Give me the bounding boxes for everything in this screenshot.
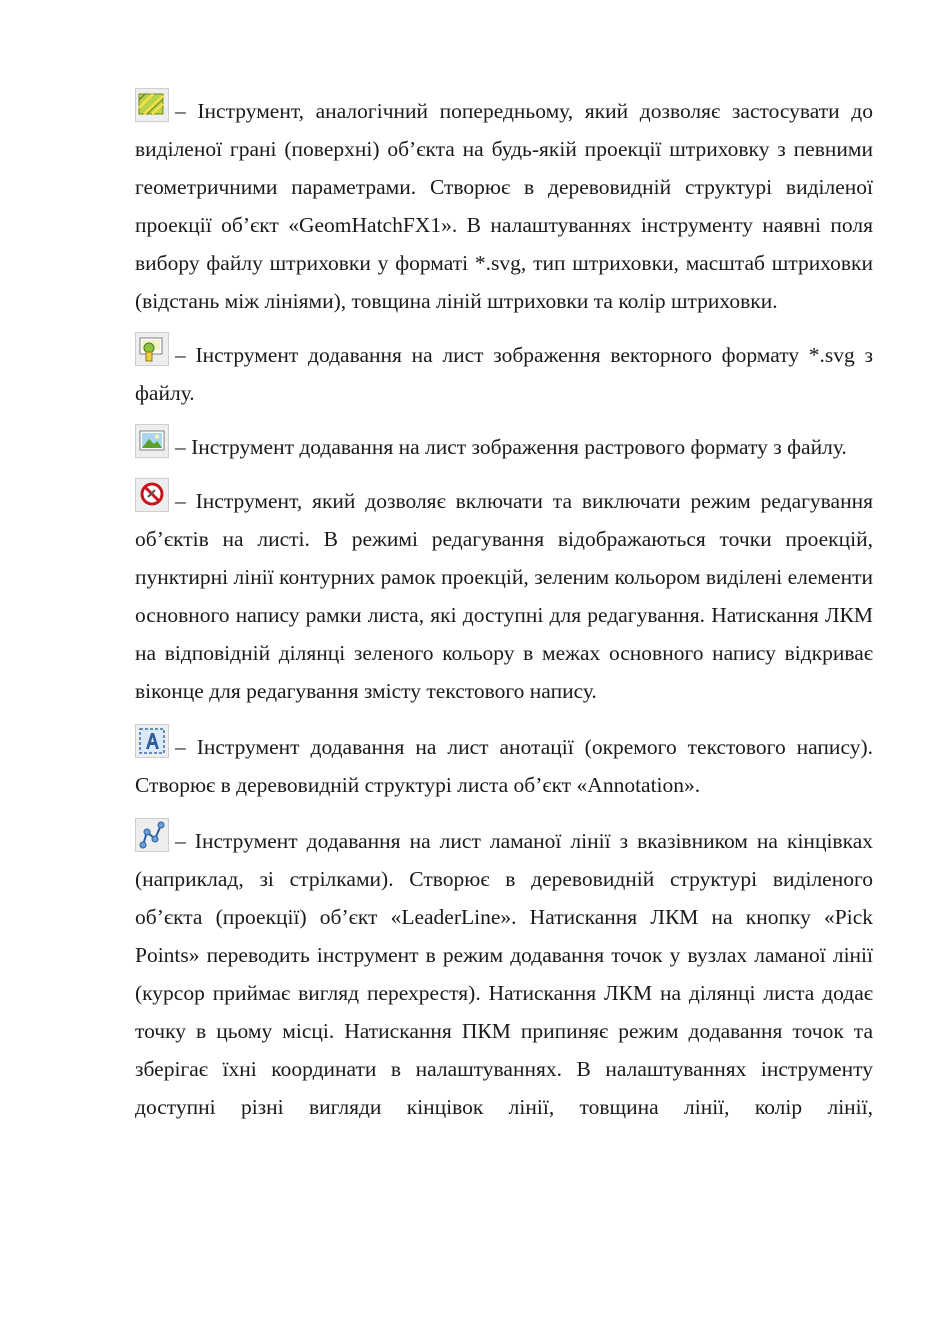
paragraph-leader-line [135,818,873,1126]
document-page [135,88,873,1126]
paragraph-text: – Інструмент додавання на лист зображення растрового формату з файлу. [175,435,847,459]
paragraph-geom-hatch [135,88,873,320]
leader-line-icon [135,818,169,852]
paragraph-insert-svg [135,332,873,412]
paragraph-annotation [135,724,873,804]
paragraph-insert-bitmap [135,424,873,466]
insert-bitmap-image-icon [135,424,169,458]
paragraph-text: – Інструмент, аналогічний попередньому, який дозволяє застосувати до виділеної грані (поверхні) об’єкта на будь-якій проекції штриховку з певними геометричними параметрами. Створює в деревовидній структурі виділеної проекції об’єкт «GeomHatchFX1». В налаштуваннях інструменту наявні поля вибору файлу штриховки у форматі *.svg, тип штриховки, масштаб штриховки (відстань між лініями), товщина ліній штриховки та колір штриховки. [135,99,873,313]
paragraph-text: – Інструмент додавання на лист ламаної лінії з вказівником на кінцівках (наприклад, зі стрілками). Створює в деревовидній структурі виділеного об’єкта (проекції) об’єкт «LeaderLine». Натискання ЛКМ на кнопку «Pick Points» переводить інструмент в режим додавання точок у вузлах ламаної лінії (курсор приймає вигляд перехрестя). Натискання ЛКМ на ділянці листа додає точку в цьому місці. Натискання ПКМ припиняє режим додавання точок та зберігає їхні координати в налаштуваннях. В налаштуваннях інструменту доступні різні вигляди кінцівок лінії, товщина лінії, колір лінії, [135,829,873,1119]
geom-hatch-icon [135,88,169,122]
paragraph-edit-mode [135,478,873,710]
paragraph-text: – Інструмент, який дозволяє включати та виключати режим редагування об’єктів на листі. В режимі редагування відображаються точки проекцій, пунктирні лінії контурних рамок проекцій, зеленим кольором виділені елементи основного напису рамки листа, які доступні для редагування. Натискання ЛКМ на відповідній ділянці зеленого кольору в межах основного напису відкриває віконце для редагування змісту текстового напису. [135,489,873,703]
toggle-edit-mode-icon [135,478,169,512]
paragraph-text: – Інструмент додавання на лист анотації (окремого текстового напису). Створює в деревовидній структурі листа об’єкт «Annotation». [135,735,873,797]
annotation-icon [135,724,169,758]
paragraph-text: – Інструмент додавання на лист зображення векторного формату *.svg з файлу. [135,343,873,405]
insert-svg-image-icon [135,332,169,366]
